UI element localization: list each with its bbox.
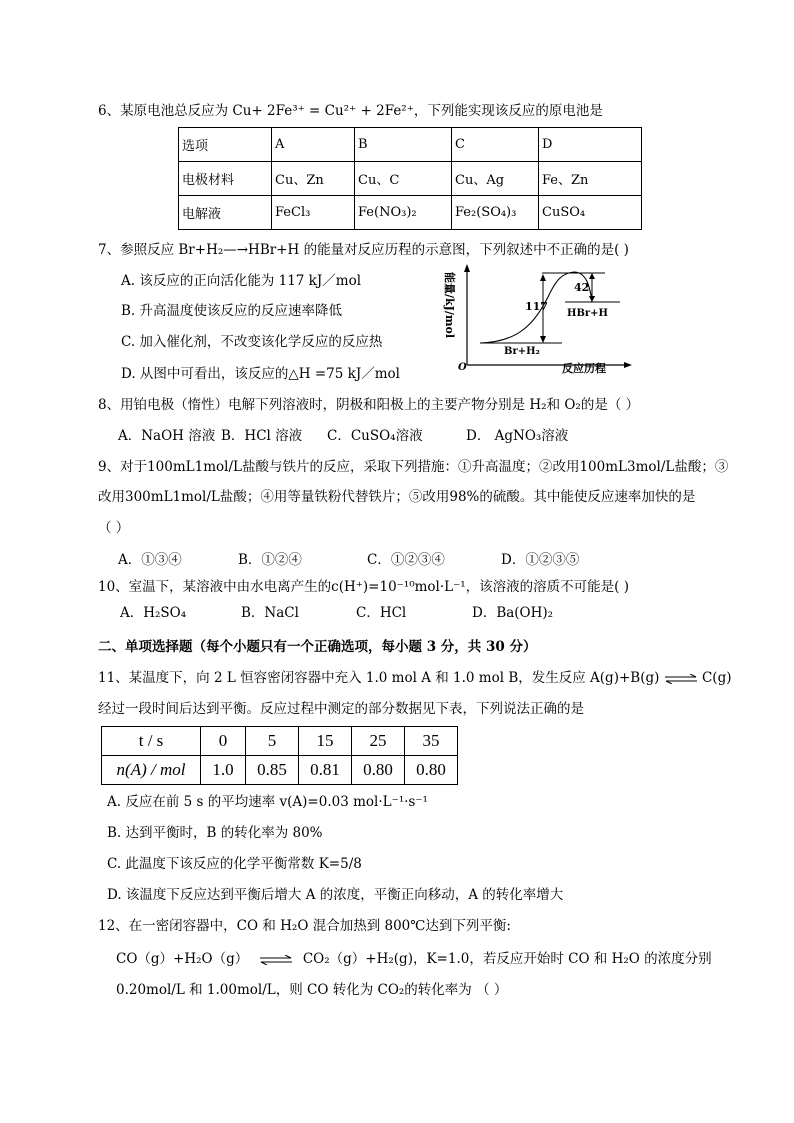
q7-option-d: D. 从图中可看出，该反应的△H =75 kJ／mol [121, 366, 400, 382]
q10-option-d: D．Ba(OH)₂ [472, 605, 554, 621]
table-row [179, 128, 642, 162]
q9-option-a: A．①③④ [118, 552, 182, 568]
q10-option-c: C．HCl [356, 605, 407, 621]
table-cell: D [539, 128, 642, 162]
table-cell: 0.85 [246, 756, 299, 785]
table-cell: Cu、Zn [272, 162, 355, 196]
table-cell: 选项 [179, 128, 272, 162]
equilibrium-arrow-icon [664, 674, 698, 684]
q11-option-a: A. 反应在前 5 s 的平均速率 v(A)=0.03 mol·L⁻¹·s⁻¹ [107, 794, 428, 810]
table-cell: 电解液 [179, 196, 272, 230]
table-row [102, 727, 458, 756]
q11-line2: 经过一段时间后达到平衡。反应过程中测定的部分数据见下表，下列说法正确的是 [98, 701, 584, 717]
table-cell: B [355, 128, 452, 162]
q9-line3: （ ） [98, 520, 130, 536]
table-row [179, 162, 642, 196]
table-row [102, 756, 458, 785]
table-cell: 1.0 [201, 756, 246, 785]
q11-stem: 11、某温度下，向 2 L 恒容密闭容器中充入 1.0 mol A 和 1.0 mol B，发生反应 A(g)+B(g) [98, 670, 660, 686]
q12-line1: 12、在一密闭容器中，CO 和 H₂O 混合加热到 800℃达到下列平衡: [98, 918, 511, 934]
section-title: 二、单项选择题（每个小题只有一个正确选项，每小题 3 分，共 30 分） [98, 639, 537, 655]
q11-option-b: B. 达到平衡时，B 的转化率为 80% [107, 825, 323, 841]
table-cell: 5 [246, 727, 299, 756]
q12-products: CO₂（g）+H₂(g)，K=1.0，若反应开始时 CO 和 H₂O 的浓度分别 [302, 951, 712, 967]
q8-option-b: B．HCl 溶液 [221, 428, 303, 444]
q11-option-d: D. 该温度下反应达到平衡后增大 A 的浓度，平衡正向移动，A 的转化率增大 [107, 887, 564, 903]
table-cell: Fe(NO₃)₂ [355, 196, 452, 230]
q8-option-c: C．CuSO₄溶液 [327, 428, 423, 444]
q9-option-d: D．①②③⑤ [501, 552, 580, 568]
table-cell: 0.80 [405, 756, 458, 785]
table-cell: CuSO₄ [539, 196, 642, 230]
origin-label: O [458, 362, 467, 373]
table-cell: 0 [201, 727, 246, 756]
table-cell: Cu、C [355, 162, 452, 196]
q11-line1 [98, 669, 731, 687]
table-cell: t / s [102, 727, 201, 756]
table-cell: A [272, 128, 355, 162]
table-cell: C [452, 128, 539, 162]
value-42: 42 [574, 281, 590, 294]
q10-stem: 10、室温下，某溶液中由水电离产生的c(H⁺)=10⁻¹⁰mol·L⁻¹，该溶液的溶质不可能是( ) [98, 579, 629, 595]
q7-option-b: B. 升高温度使该反应的反应速率降低 [121, 303, 343, 319]
q9-option-b: B．①②④ [238, 552, 302, 568]
q7-stem: 7、参照反应 Br+H₂—→HBr+H 的能量对反应历程的示意图，下列叙述中不正确的是( ) [98, 242, 629, 258]
energy-diagram [440, 262, 640, 376]
reactant-label: Br+H₂ [504, 346, 540, 357]
q12-reactants: CO（g）+H₂O（g） [116, 951, 249, 967]
q9-line1: 9、对于100mL1mol/L盐酸与铁片的反应，采取下列措施：①升高温度；②改用100mL3mol/L盐酸；③ [98, 459, 729, 475]
table-cell: 电极材料 [179, 162, 272, 196]
table-cell: Fe、Zn [539, 162, 642, 196]
table-cell: 35 [405, 727, 458, 756]
q8-option-d: D． AgNO₃溶液 [466, 428, 569, 444]
q8-option-a: A．NaOH 溶液 [118, 428, 216, 444]
equilibrium-arrow-icon [253, 955, 299, 965]
table-cell: 25 [352, 727, 405, 756]
q9-option-c: C．①②③④ [367, 552, 445, 568]
table-cell: Fe₂(SO₄)₃ [452, 196, 539, 230]
table-cell: n(A) / mol [102, 756, 201, 785]
q6-stem: 6、某原电池总反应为 Cu+ 2Fe³⁺ = Cu²⁺ + 2Fe²⁺，下列能实现该反应的原电池是 [98, 103, 603, 119]
q11-option-c: C. 此温度下该反应的化学平衡常数 K=5/8 [107, 856, 362, 872]
q6-table [178, 127, 642, 230]
table-cell: FeCl₃ [272, 196, 355, 230]
q7-option-a: A. 该反应的正向活化能为 117 kJ／mol [121, 273, 362, 289]
q12-line2 [116, 950, 712, 968]
value-117: 117 [525, 300, 548, 313]
table-cell: Cu、Ag [452, 162, 539, 196]
table-cell: 15 [299, 727, 352, 756]
q10-option-b: B．NaCl [241, 605, 299, 621]
table-cell: 0.81 [299, 756, 352, 785]
q11-table [101, 726, 458, 785]
x-axis-label: 反应历程 [562, 362, 606, 375]
y-axis-label: 能量/kJ/mol [443, 272, 456, 339]
q11-product: C(g) [701, 670, 732, 686]
product-label: HBr+H [567, 308, 608, 319]
table-row [179, 196, 642, 230]
table-cell: 0.80 [352, 756, 405, 785]
q7-option-c: C. 加入催化剂，不改变该化学反应的反应热 [121, 334, 383, 350]
q8-stem: 8、用铂电极（惰性）电解下列溶液时，阴极和阳极上的主要产物分别是 H₂和 O₂的是（ ） [98, 397, 640, 413]
q10-option-a: A．H₂SO₄ [120, 605, 187, 621]
q12-line3: 0.20mol/L 和 1.00mol/L，则 CO 转化为 CO₂的转化率为 （ ） [116, 982, 508, 998]
q9-line2: 改用300mL1mol/L盐酸；④用等量铁粉代替铁片；⑤改用98%的硫酸。其中能使反应速率加快的是 [98, 489, 696, 505]
